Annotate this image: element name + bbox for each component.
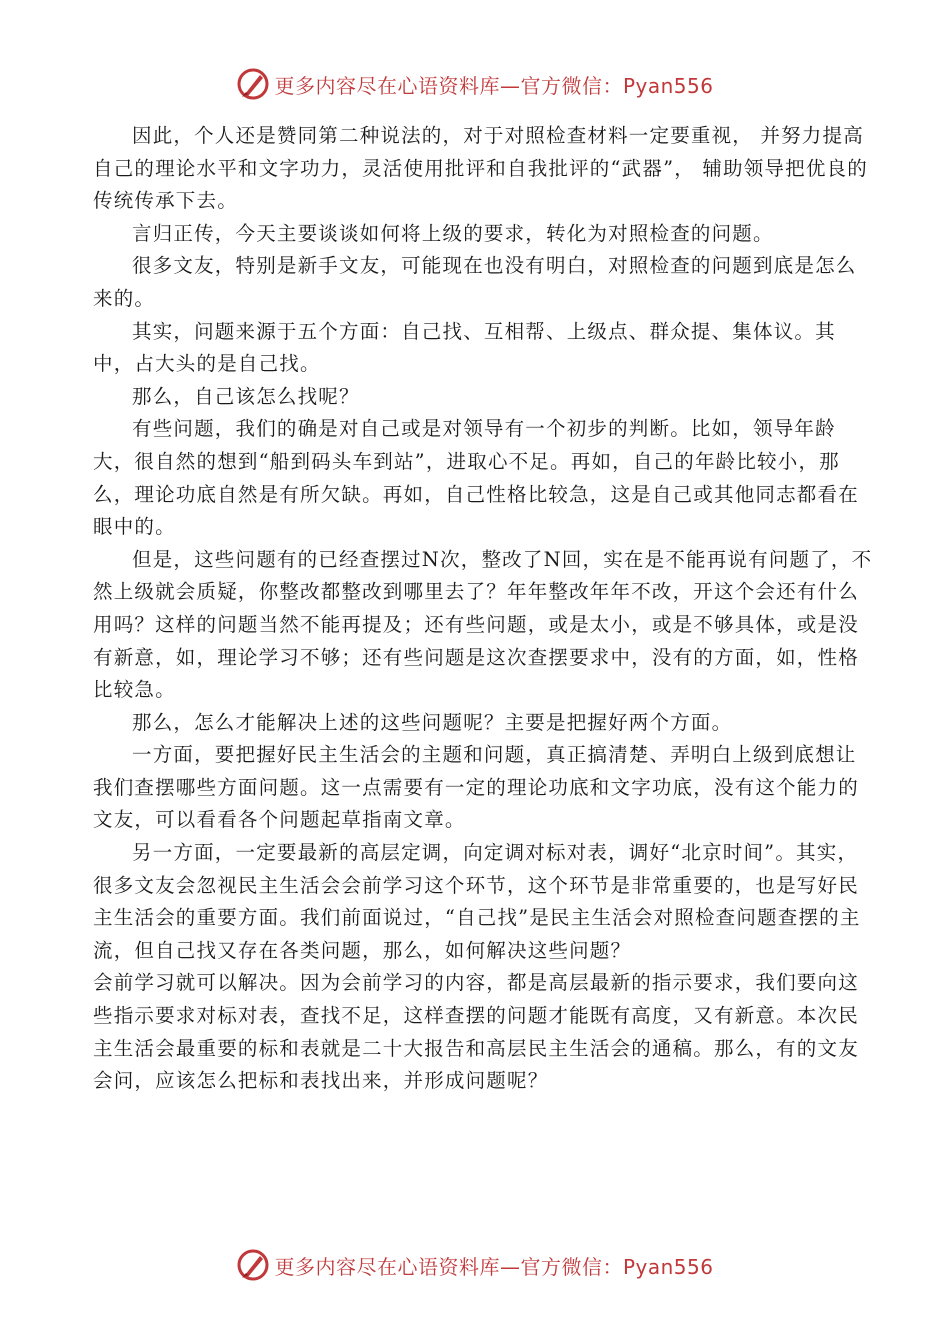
- quill-pen-logo-icon: [236, 67, 270, 101]
- quill-pen-logo-icon: [236, 1248, 270, 1282]
- header-banner-text: 更多内容尽在心语资料库—官方微信：Pyan556: [274, 73, 714, 98]
- article-body: [93, 120, 873, 1098]
- paragraph: 有些问题，我们的确是对自己或是对领导有一个初步的判断。比如，领导年龄大，很自然的想到“船到码头车到站”，进取心不足。再如，自己的年龄比较小，那么，理论功底自然是有所欠缺。再如，自己性格比较急，这是自己或其他同志都看在眼中的。: [93, 417, 859, 539]
- paragraph: 那么，怎么才能解决上述的这些问题呢？主要是把握好两个方面。: [132, 710, 733, 734]
- paragraph: 另一方面，一定要最新的高层定调，向定调对标对表，调好“北京时间”。其实，很多文友会忽视民主生活会会前学习这个环节，这个环节是非常重要的，也是写好民主生活会的重要方面。我们前面说过，“自己找”是民主生活会对照检查问题查摆的主流，但自己找又存在各类问题，那么，如何解决这些问题？: [93, 841, 861, 962]
- paragraph: 但是，这些问题有的已经查摆过N次，整改了N回，实在是不能再说有问题了，不然上级就会质疑，你整改都整改到哪里去了？年年整改年年不改，开这个会还有什么用吗？这样的问题当然不能再提及；还有些问题，或是太小，或是不够具体，或是没有新意，如，理论学习不够；还有些问题是这次查摆要求中，没有的方面，如，性格比较急。: [93, 547, 873, 702]
- closing-paragraph: 会前学习就可以解决。因为会前学习的内容，都是高层最新的指示要求，我们要向这些指示要求对标对表，查找不足，这样查摆的问题才能既有高度，又有新意。本次民主生活会最重要的标和表就是二十大报告和高层民主生活会的通稿。那么，有的文友会问，应该怎么把标和表找出来，并形成问题呢？: [93, 971, 859, 1093]
- paragraph: 一方面，要把握好民主生活会的主题和问题，真正搞清楚、弄明白上级到底想让我们查摆哪些方面问题。这一点需要有一定的理论功底和文字功底，没有这个能力的文友，可以看看各个问题起草指南文章。: [93, 743, 859, 832]
- footer-banner-text: 更多内容尽在心语资料库—官方微信：Pyan556: [274, 1254, 714, 1279]
- footer-banner: [0, 1245, 950, 1285]
- paragraph: 很多文友，特别是新手文友，可能现在也没有明白，对照检查的问题到底是怎么来的。: [93, 254, 857, 310]
- paragraph: 因此，个人还是赞同第二种说法的，对于对照检查材料一定要重视， 并努力提高自己的理论水平和文字功力，灵活使用批评和自我批评的“武器”， 辅助领导把优良的传统传承下去。: [93, 124, 868, 213]
- paragraph: 那么，自己该怎么找呢？: [132, 384, 360, 408]
- paragraph: 言归正传，今天主要谈谈如何将上级的要求，转化为对照检查的问题。: [132, 221, 774, 245]
- header-banner: [0, 64, 950, 104]
- paragraph: 其实，问题来源于五个方面：自己找、互相帮、上级点、群众提、集体议。其中，占大头的是自己找。: [93, 319, 836, 376]
